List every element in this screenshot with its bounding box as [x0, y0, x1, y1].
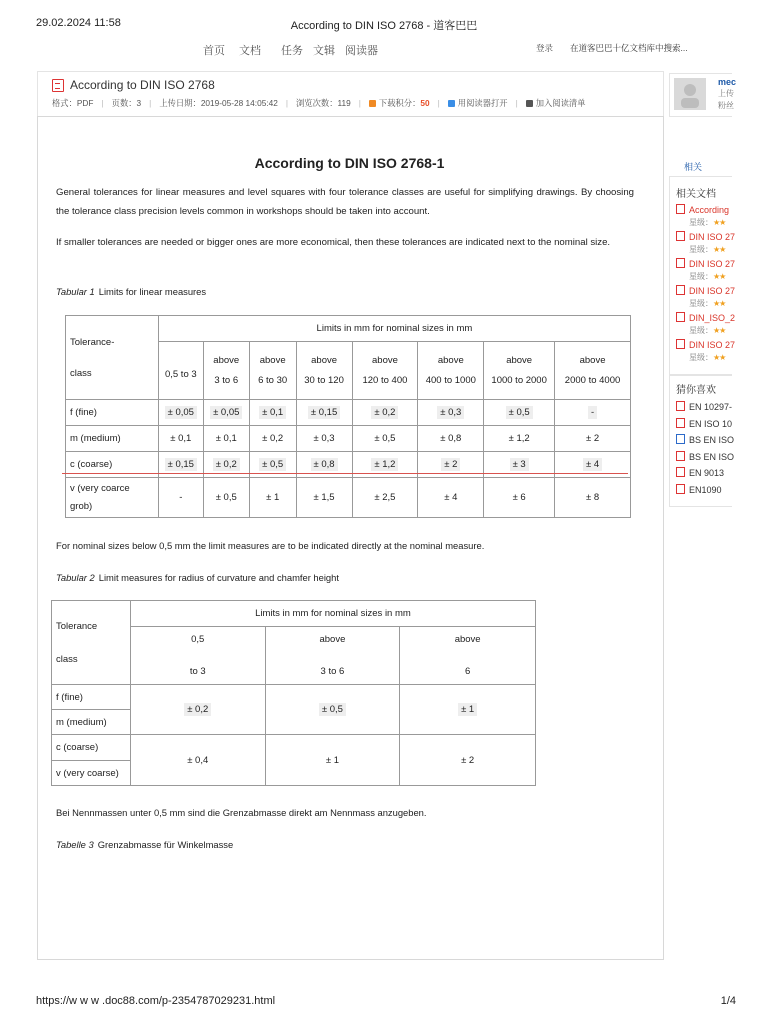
table1-cell: ± 2 — [555, 426, 631, 452]
note-german: Bei Nennmassen unter 0,5 mm sind die Grenzabmasse direkt am Nennmass anzugeben. — [56, 807, 427, 818]
top-nav — [0, 42, 768, 58]
print-page-title: According to DIN ISO 2768 - 道客巴巴 — [290, 20, 478, 32]
uploader-line2: 上传 — [718, 89, 734, 98]
table1-caption-text: Limits for linear measures — [98, 286, 207, 297]
table1-row-label: v (very coarce grob) — [66, 478, 159, 518]
related-doc-link[interactable]: DIN ISO 27 — [676, 258, 735, 269]
table2-span-header: Limits in mm for nominal sizes in mm — [130, 601, 535, 627]
table2-col-header: above 3 to 6 — [265, 627, 400, 685]
avatar[interactable] — [674, 78, 706, 110]
download-label: 下载积分： — [378, 98, 421, 108]
table2-class-header: Tolerance class — [52, 601, 131, 685]
related-docs-title: 相关文档 — [676, 189, 716, 200]
pdf-icon — [676, 484, 685, 494]
bookmark-icon — [526, 100, 533, 107]
table3-caption — [56, 839, 233, 850]
related-doc-rating: 星级：★★ — [689, 272, 726, 281]
note-below-half-mm: For nominal sizes below 0,5 mm the limit measures are to be indicated directly at the nominal measure. — [56, 540, 485, 551]
related-tab[interactable]: 相关 — [684, 162, 703, 172]
table1-cell: ± 1,2 — [484, 426, 555, 452]
related-doc-rating: 星级：★★ — [689, 218, 726, 227]
meta-pages: 页数：3 — [111, 98, 142, 108]
add-reading-list-button[interactable] — [526, 97, 586, 109]
table1-cell: ± 0,05 — [203, 400, 249, 426]
table1-class-header: Tolerance- class — [66, 316, 159, 400]
word-doc-icon — [676, 434, 685, 444]
table-linear-limits — [65, 315, 631, 518]
meta-upload-date: 上传日期：2019-05-28 14:05:42 — [159, 98, 278, 108]
table3-caption-text: Grenzabmasse für Winkelmasse — [97, 839, 234, 850]
doc-title — [52, 78, 215, 92]
table1-cell: ± 0,15 — [158, 452, 203, 478]
star-icon: ★★ — [713, 245, 726, 254]
uploader-name[interactable]: mec — [718, 77, 737, 87]
nav-docs[interactable]: 文档 — [239, 45, 261, 57]
pdf-icon — [52, 79, 64, 92]
red-underline-mark — [62, 473, 628, 474]
pdf-icon — [676, 467, 685, 477]
table1-col-header: above 30 to 120 — [296, 342, 352, 400]
table1-cell: ± 3 — [484, 452, 555, 478]
table2-cell: ± 1 — [400, 685, 536, 735]
table1-row-label: m (medium) — [66, 426, 159, 452]
open-reader-button[interactable] — [448, 97, 508, 109]
star-icon: ★★ — [713, 272, 726, 281]
table3-caption-label: Tabelle 3 — [56, 839, 94, 850]
pdf-icon — [676, 258, 685, 268]
pdf-icon — [676, 231, 685, 241]
table1-caption — [56, 286, 206, 297]
table1-cell: ± 0,5 — [484, 400, 555, 426]
table1-cell: - — [158, 478, 203, 518]
download-points: 50 — [420, 98, 430, 108]
table2-row-label: m (medium) — [52, 710, 131, 735]
table1-cell: ± 1,2 — [352, 452, 418, 478]
reader-icon — [448, 100, 455, 107]
table2-cell: ± 2 — [400, 735, 536, 786]
table1-cell: ± 2,5 — [352, 478, 418, 518]
search-input[interactable]: 在道客巴巴十亿文档库中搜索... — [570, 43, 688, 53]
related-doc-rating: 星级：★★ — [689, 353, 726, 362]
table1-cell: ± 8 — [555, 478, 631, 518]
nav-home[interactable]: 首页 — [203, 45, 225, 57]
table2-col-header: 0,5 to 3 — [130, 627, 265, 685]
meta-views: 浏览次数：119 — [296, 98, 351, 108]
table1-row-label: c (coarse) — [66, 452, 159, 478]
print-date: 29.02.2024 11:58 — [36, 17, 121, 29]
table1-cell: ± 0,2 — [249, 426, 296, 452]
table1-cell: ± 0,1 — [158, 426, 203, 452]
pdf-icon — [676, 285, 685, 295]
table1-cell: ± 4 — [555, 452, 631, 478]
table1-cell: ± 1 — [249, 478, 296, 518]
related-doc-rating: 星级：★★ — [689, 326, 726, 335]
table1-cell: ± 0,8 — [418, 426, 484, 452]
table2-cell: ± 0,5 — [265, 685, 400, 735]
table1-cell: - — [555, 400, 631, 426]
paragraph-intro: General tolerances for linear measures and level squares with four tolerance classes are useful for simplifying drawings. By choosing the tolerance class precision levels common in workshops should be taken into account. — [56, 187, 634, 217]
table1-span-header: Limits in mm for nominal sizes in mm — [158, 316, 630, 342]
table1-cell: ± 0,05 — [158, 400, 203, 426]
related-doc-link[interactable]: DIN ISO 27 — [676, 231, 735, 242]
open-reader-label: 用阅读器打开 — [457, 98, 508, 108]
pdf-icon — [676, 418, 685, 428]
table1-col-header: above 120 to 400 — [352, 342, 418, 400]
star-icon: ★★ — [713, 299, 726, 308]
table1-cell: ± 0,5 — [203, 478, 249, 518]
table1-cell: ± 1,5 — [296, 478, 352, 518]
table1-cell: ± 0,1 — [203, 426, 249, 452]
table1-cell: ± 0,5 — [249, 452, 296, 478]
table2-row-label: c (coarse) — [52, 735, 131, 761]
print-url: https://w w w .doc88.com/p-2354787029231.html — [36, 995, 276, 1007]
pdf-icon — [676, 339, 685, 349]
nav-reader[interactable]: 阅读器 — [345, 45, 378, 57]
related-doc-link[interactable]: DIN ISO 27 — [676, 285, 735, 296]
table2-caption-text: Limit measures for radius of curvature and chamfer height — [98, 572, 339, 583]
table1-cell: ± 0,5 — [352, 426, 418, 452]
table1-cell: ± 4 — [418, 478, 484, 518]
table1-cell: ± 0,2 — [352, 400, 418, 426]
table2-cell: ± 0,4 — [130, 735, 265, 786]
login-link[interactable]: 登录 — [536, 43, 554, 53]
add-reading-label: 加入阅读清单 — [535, 98, 586, 108]
pdf-icon — [676, 451, 685, 461]
paragraph-smaller-tolerances: If smaller tolerances are needed or bigger ones are more economical, then these tolerances are indicated next to the nominal size. — [56, 237, 611, 248]
download-button[interactable] — [369, 97, 430, 109]
uploader-line3: 粉丝 — [718, 101, 734, 110]
document-heading: According to DIN ISO 2768-1 — [254, 155, 445, 171]
guess-doc-link[interactable]: BS EN ISO — [676, 434, 734, 445]
table1-cell: ± 0,8 — [296, 452, 352, 478]
table1-col-header: above 3 to 6 — [203, 342, 249, 400]
related-doc-link[interactable]: DIN ISO 27 — [676, 339, 735, 350]
print-page-number: 1/4 — [720, 995, 736, 1007]
table1-col-header: above 6 to 30 — [249, 342, 296, 400]
table2-cell: ± 0,2 — [130, 685, 265, 735]
doc-meta: 格式：PDF | 页数：3 | 上传日期：2019-05-28 14:05:42 | 浏览次数：119 | 下载积分：50 | 用阅读器打开 | 加入阅读清单 — [52, 98, 586, 108]
table1-row-label: f (fine) — [66, 400, 159, 426]
table-radius-chamfer-limits — [51, 600, 536, 786]
table1-cell: ± 0,15 — [296, 400, 352, 426]
pdf-icon — [676, 312, 685, 322]
download-icon — [369, 100, 376, 107]
table1-col-header: 0,5 to 3 — [158, 342, 203, 400]
table2-row-label: f (fine) — [52, 685, 131, 710]
guess-title: 猜你喜欢 — [676, 385, 716, 396]
doc-title-text: According to DIN ISO 2768 — [70, 78, 215, 92]
guess-doc-link[interactable]: BS EN ISO — [676, 451, 734, 462]
related-doc-rating: 星级：★★ — [689, 299, 726, 308]
table1-caption-label: Tabular 1 — [56, 286, 95, 297]
related-doc-link[interactable]: DIN_ISO_2 — [676, 312, 735, 323]
table1-col-header: above 1000 to 2000 — [484, 342, 555, 400]
related-doc-rating: 星级：★★ — [689, 245, 726, 254]
guess-doc-link[interactable]: EN 9013 — [676, 467, 724, 478]
table2-row-label: v (very coarse) — [52, 761, 131, 786]
star-icon: ★★ — [713, 326, 726, 335]
table1-cell: ± 2 — [418, 452, 484, 478]
guess-doc-link[interactable]: EN ISO 10 — [676, 418, 732, 429]
guess-doc-link[interactable]: EN 10297- — [676, 401, 732, 412]
nav-tasks[interactable]: 任务 — [281, 45, 303, 57]
table2-cell: ± 1 — [265, 735, 400, 786]
table1-col-header: above 2000 to 4000 — [555, 342, 631, 400]
table1-cell: ± 6 — [484, 478, 555, 518]
guess-doc-link[interactable]: EN1090 — [676, 484, 722, 495]
table1-cell: ± 0,1 — [249, 400, 296, 426]
table2-col-header: above 6 — [400, 627, 536, 685]
star-icon: ★★ — [713, 218, 726, 227]
table1-cell: ± 0,3 — [418, 400, 484, 426]
pdf-icon — [676, 401, 685, 411]
table1-col-header: above 400 to 1000 — [418, 342, 484, 400]
table2-caption — [56, 572, 339, 583]
nav-collections[interactable]: 文辑 — [313, 45, 335, 57]
table2-caption-label: Tabular 2 — [56, 572, 95, 583]
star-icon: ★★ — [713, 353, 726, 362]
meta-format: 格式：PDF — [52, 98, 94, 108]
related-doc-link[interactable]: According — [676, 204, 729, 215]
table1-cell: ± 0,2 — [203, 452, 249, 478]
pdf-icon — [676, 204, 685, 214]
table1-cell: ± 0,3 — [296, 426, 352, 452]
